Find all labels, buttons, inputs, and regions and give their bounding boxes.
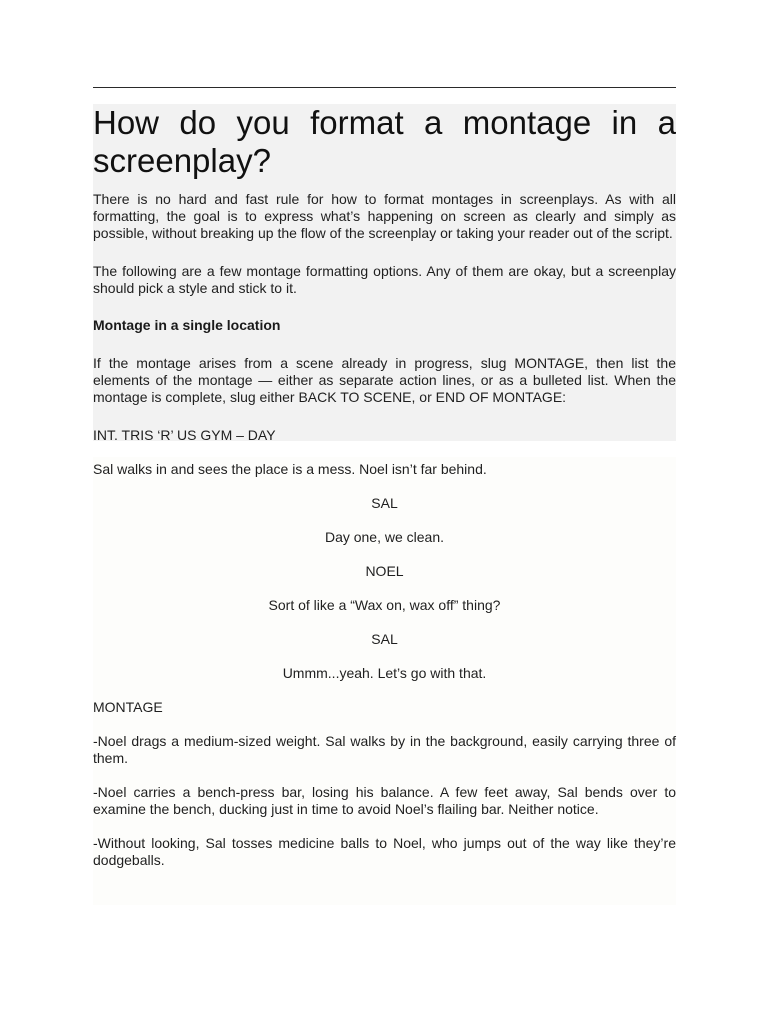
section-paragraph: If the montage arises from a scene already in progress, slug MONTAGE, then list the elements of the montage — either as separate action lines, or as a bulleted list. When the montage is complete, slug either BACK TO SCENE, or END OF MONTAGE: xyxy=(93,355,676,405)
montage-slug: MONTAGE xyxy=(93,699,163,715)
character-name: SAL xyxy=(371,631,398,647)
article-content xyxy=(93,104,676,869)
section-heading: Montage in a single location xyxy=(93,317,281,333)
page-title: How do you format a montage in a screenplay? xyxy=(93,104,676,179)
montage-item: -Noel carries a bench-press bar, losing his balance. A few feet away, Sal bends over to examine the bench, ducking just in time to avoid Noel’s flailing bar. Neither notice. xyxy=(93,784,676,817)
montage-item: -Noel drags a medium-sized weight. Sal walks by in the background, easily carrying three of them. xyxy=(93,733,676,766)
intro-paragraph: There is no hard and fast rule for how to format montages in screenplays. As with all formatting, the goal is to express what’s happening on screen as clearly and simply as possible, without breaking up the flow of the screenplay or taking your reader out of the script. xyxy=(93,191,676,241)
scene-heading: INT. TRIS ‘R’ US GYM – DAY xyxy=(93,427,276,443)
dialogue-line: Sort of like a “Wax on, wax off” thing? xyxy=(268,597,501,613)
action-line: Sal walks in and sees the place is a mess. Noel isn’t far behind. xyxy=(93,461,487,477)
top-divider xyxy=(93,87,676,88)
dialogue-line: Day one, we clean. xyxy=(324,529,445,545)
intro-paragraph: The following are a few montage formatting options. Any of them are okay, but a screenplay should pick a style and stick to it. xyxy=(93,263,676,296)
dialogue-line: Ummm...yeah. Let’s go with that. xyxy=(282,665,487,681)
character-name: SAL xyxy=(371,495,398,511)
character-name: NOEL xyxy=(365,563,404,579)
montage-item: -Without looking, Sal tosses medicine balls to Noel, who jumps out of the way like they’re dodgeballs. xyxy=(93,835,676,868)
